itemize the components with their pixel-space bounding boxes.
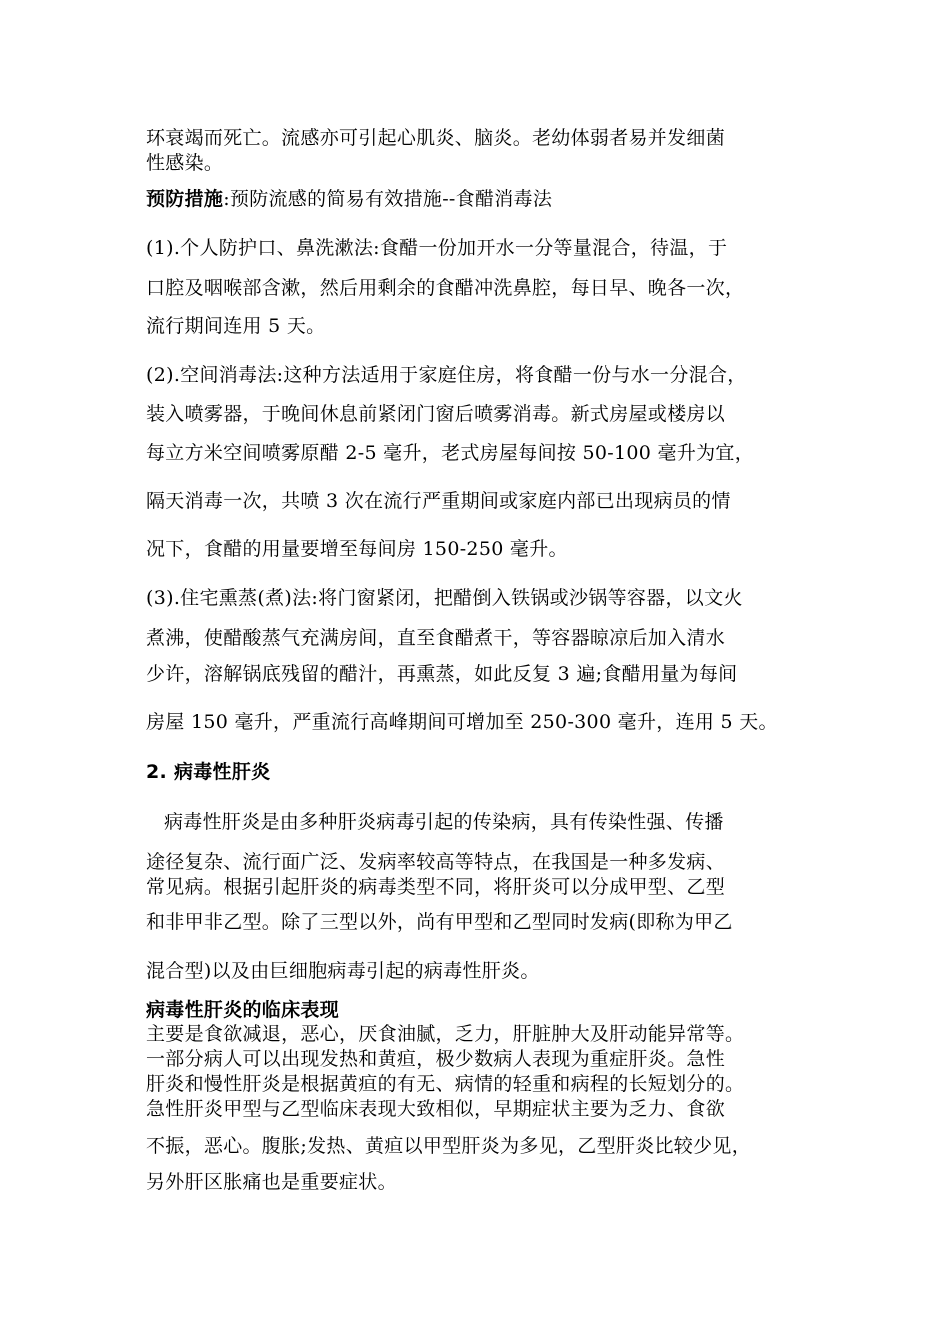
text-line: 常见病。根据引起肝炎的病毒类型不同，将肝炎可以分成甲型、乙型 — [146, 876, 726, 898]
text-line: 主要是食欲减退，恶心，厌食油腻，乏力，肝脏肿大及肝动能异常等。 — [146, 1023, 745, 1045]
text-line: 肝炎和慢性肝炎是根据黄疸的有无、病情的轻重和病程的长短划分的。 — [146, 1073, 745, 1095]
text-line: (3).住宅熏蒸(煮)法:将门窗紧闭，把醋倒入铁锅或沙锅等容器，以文火 — [146, 587, 743, 609]
prevention-line — [146, 187, 826, 211]
text-line: 另外肝区胀痛也是重要症状。 — [146, 1171, 397, 1193]
text-line: 况下，食醋的用量要增至每间房 150-250 毫升。 — [146, 538, 568, 560]
text-line: 每立方米空间喷雾原醋 2-5 毫升，老式房屋每间按 50-100 毫升为宜， — [146, 442, 755, 464]
text-line: 不振，恶心。腹胀;发热、黄疸以甲型肝炎为多见，乙型肝炎比较少见， — [146, 1135, 752, 1157]
text-line: (2).空间消毒法:这种方法适用于家庭住房，将食醋一份与水一分混合， — [146, 364, 747, 386]
prevention-text: :预防流感的简易有效措施--食醋消毒法 — [223, 188, 553, 210]
text-line: 房屋 150 毫升，严重流行高峰期间可增加至 250-300 毫升，连用 5 天。 — [146, 711, 778, 733]
text-line: 急性肝炎甲型与乙型临床表现大致相似，早期症状主要为乏力、食欲 — [146, 1098, 726, 1120]
text-line: 少许，溶解锅底残留的醋汁，再熏蒸，如此反复 3 遍;食醋用量为每间 — [146, 663, 738, 685]
section-heading: 2. 病毒性肝炎 — [146, 761, 271, 783]
text-line: 途径复杂、流行面广泛、发病率较高等特点，在我国是一种多发病、 — [146, 851, 726, 873]
text-line: 病毒性肝炎是由多种肝炎病毒引起的传染病，具有传染性强、传播 — [164, 811, 724, 833]
text-line: 和非甲非乙型。除了三型以外，尚有甲型和乙型同时发病(即称为甲乙 — [146, 911, 733, 933]
text-line: 装入喷雾器，于晚间休息前紧闭门窗后喷雾消毒。新式房屋或楼房以 — [146, 403, 726, 425]
text-line: 环衰竭而死亡。流感亦可引起心肌炎、脑炎。老幼体弱者易并发细菌 — [146, 127, 726, 149]
text-line: 煮沸，使醋酸蒸气充满房间，直至食醋煮干，等容器晾凉后加入清水 — [146, 627, 726, 649]
text-line: 一部分病人可以出现发热和黄疸，极少数病人表现为重症肝炎。急性 — [146, 1048, 726, 1070]
subsection-heading: 病毒性肝炎的临床表现 — [146, 999, 340, 1021]
text-line: 口腔及咽喉部含漱，然后用剩余的食醋冲洗鼻腔，每日早、晚各一次， — [146, 277, 745, 299]
text-line: 流行期间连用 5 天。 — [146, 315, 326, 337]
text-line: 隔天消毒一次，共喷 3 次在流行严重期间或家庭内部已出现病员的情 — [146, 490, 731, 512]
prevention-label: 预防措施 — [146, 188, 224, 210]
text-line: 混合型)以及由巨细胞病毒引起的病毒性肝炎。 — [146, 960, 540, 982]
text-line: (1).个人防护口、鼻洗漱法:食醋一份加开水一分等量混合，待温，于 — [146, 237, 728, 259]
text-line: 性感染。 — [146, 152, 224, 174]
